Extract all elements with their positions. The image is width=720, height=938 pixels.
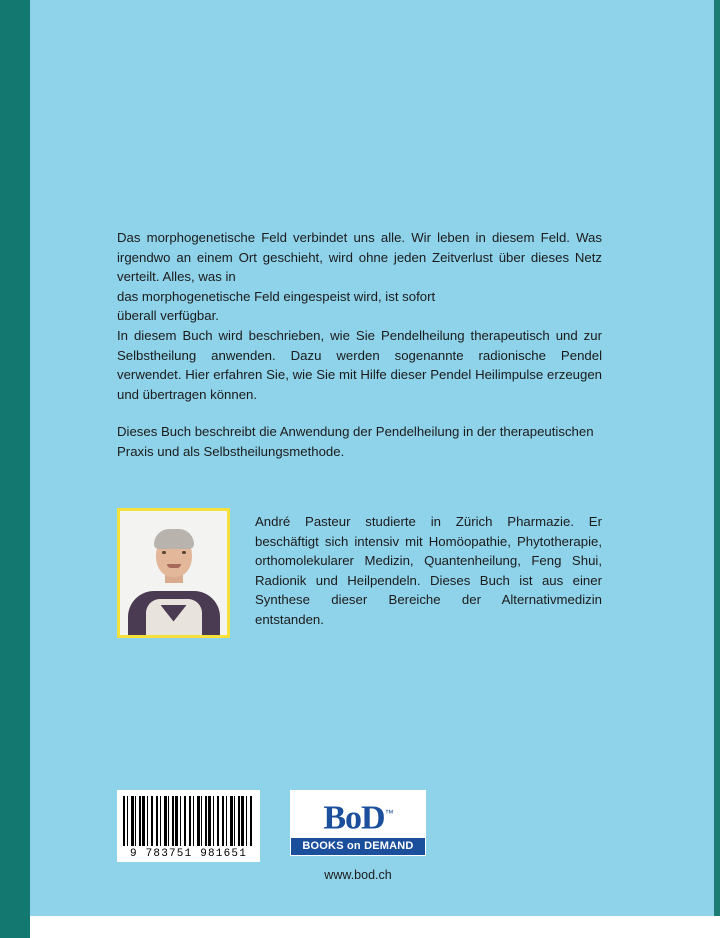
publisher-logo-wordmark <box>323 795 392 836</box>
author-bio-text <box>255 508 602 630</box>
author-photo <box>117 508 230 638</box>
trademark-icon: ™ <box>384 808 393 818</box>
isbn-barcode <box>117 790 260 862</box>
publisher-logo-text: BoD <box>323 799 385 837</box>
author-portrait-icon <box>120 511 227 635</box>
publisher-website[interactable]: www.bod.ch <box>324 868 392 883</box>
right-edge-strip <box>714 0 720 938</box>
blurb-paragraph-1: Das morphogenetische Feld verbindet uns alle. Wir leben in diesem Feld. Was irgendwo an einem Ort geschieht, wird ohne jeden Zeitverlust über dieses Netz verteilt. Alles, was in <box>117 230 602 285</box>
blurb-paragraph-5: Dieses Buch beschreibt die Anwendung der Pendelheilung in der therapeutischen Praxis und als Selbstheilungsmethode. <box>117 424 594 459</box>
isbn-number: 9 783751 981651 <box>129 848 248 860</box>
bottom-white-band <box>0 916 720 938</box>
footer-section <box>117 790 537 882</box>
bottom-spine-band <box>0 916 30 938</box>
blurb-paragraph-3: überall verfügbar. <box>117 308 219 324</box>
spine-strip <box>0 0 30 938</box>
blurb-paragraph-2: das morphogenetische Feld eingespeist wird, ist sofort <box>117 288 436 304</box>
author-bio-paragraph: André Pasteur studierte in Zürich Pharmazie. Er beschäftigt sich intensiv mit Homöopathie, Phytotherapie, orthomolekularer Medizin, Quantenheilung, Feng Shui, Radionik und Heilpendeln. Dieses Buch ist aus einer Synthese dieser Bereiche der Alternativmedizin entstanden. <box>255 514 602 627</box>
barcode-icon <box>123 796 254 846</box>
publisher-block <box>290 790 426 882</box>
blurb-text-block <box>117 228 602 462</box>
publisher-logo-subtitle: BOOKS on DEMAND <box>291 838 425 855</box>
blurb-paragraph-4: In diesem Buch wird beschrieben, wie Sie Pendelheilung therapeutisch und zur Selbstheilung anwenden. Dazu werden sogenannte radionische Pendel verwendet. Hier erfahren Sie, wie Sie mit Hilfe dieser Pendel Heilimpulse erzeugen und übertragen können. <box>117 327 602 402</box>
publisher-logo <box>290 790 426 856</box>
author-section <box>117 508 602 638</box>
